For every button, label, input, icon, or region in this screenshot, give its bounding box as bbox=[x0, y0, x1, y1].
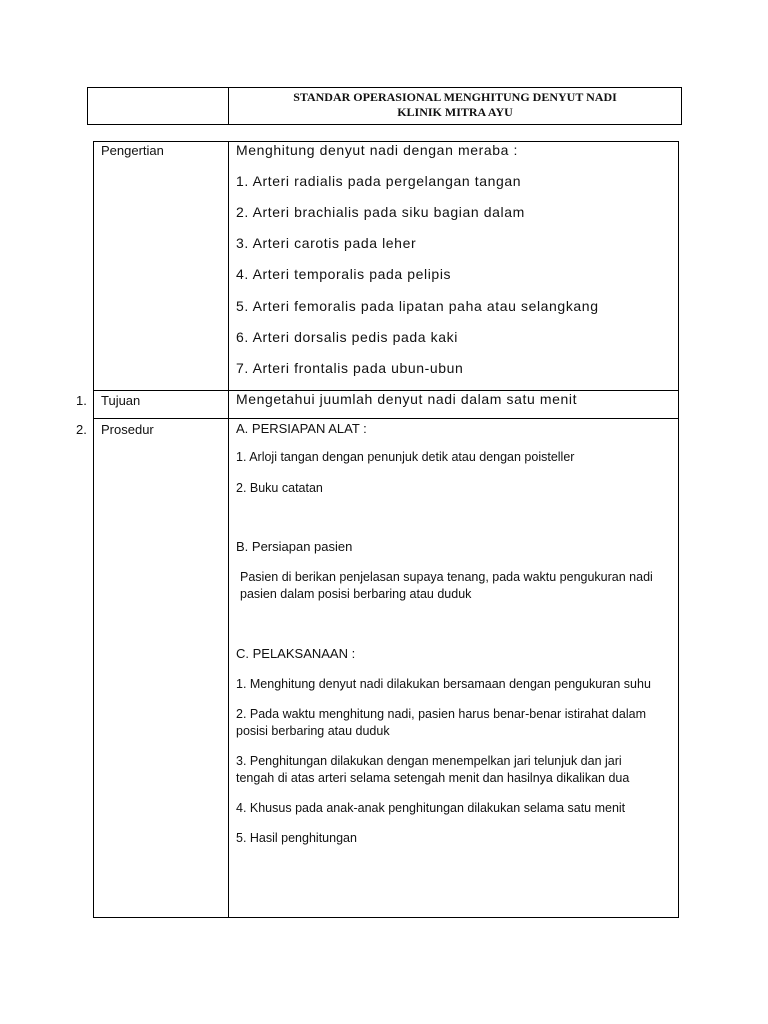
section-c-heading: C. PELAKSANAAN : bbox=[236, 646, 356, 661]
document-title: STANDAR OPERASIONAL MENGHITUNG DENYUT NADI bbox=[293, 90, 617, 104]
column-divider bbox=[228, 141, 229, 918]
pengertian-item: 1. Arteri radialis pada pergelangan tangan bbox=[236, 173, 522, 189]
pengertian-item: 4. Arteri temporalis pada pelipis bbox=[236, 266, 452, 282]
section-c-item1: 1. Menghitung denyut nadi dilakukan bersamaan dengan pengukuran suhu bbox=[236, 677, 651, 691]
pengertian-item: 3. Arteri carotis pada leher bbox=[236, 235, 417, 251]
prosedur-label: Prosedur bbox=[101, 422, 154, 437]
section-b-text-line2: pasien dalam posisi berbaring atau duduk bbox=[240, 587, 472, 601]
section-b-heading: B. Persiapan pasien bbox=[236, 539, 353, 554]
pengertian-item: 5. Arteri femoralis pada lipatan paha atau selangkang bbox=[236, 298, 599, 314]
section-c-item4: 4. Khusus pada anak-anak penghitungan dilakukan selama satu menit bbox=[236, 801, 626, 815]
tujuan-label: Tujuan bbox=[101, 393, 141, 408]
section-c-item2-line1: 2. Pada waktu menghitung nadi, pasien harus benar-benar istirahat dalam bbox=[236, 707, 646, 721]
pengertian-label: Pengertian bbox=[101, 143, 164, 158]
section-a-item: 2. Buku catatan bbox=[236, 481, 323, 495]
pengertian-item: 7. Arteri frontalis pada ubun-ubun bbox=[236, 360, 464, 376]
section-b-text-line1: Pasien di berikan penjelasan supaya tenang, pada waktu pengukuran nadi bbox=[240, 570, 653, 584]
tujuan-text: Mengetahui juumlah denyut nadi dalam satu menit bbox=[236, 391, 578, 407]
prosedur-number: 2. bbox=[76, 422, 87, 437]
section-a-heading: A. PERSIAPAN ALAT : bbox=[236, 421, 367, 436]
section-c-item2-line2: posisi berbaring atau duduk bbox=[236, 724, 390, 738]
section-c-item3-line1: 3. Penghitungan dilakukan dengan menempelkan jari telunjuk dan jari bbox=[236, 754, 622, 768]
section-a-item: 1. Arloji tangan dengan penunjuk detik atau dengan poisteller bbox=[236, 450, 575, 464]
section-c-item3-line2: tengah di atas arteri selama setengah menit dan hasilnya dikalikan dua bbox=[236, 771, 630, 785]
clinic-name: KLINIK MITRA AYU bbox=[397, 105, 513, 119]
tujuan-number: 1. bbox=[76, 393, 87, 408]
pengertian-item: 6. Arteri dorsalis pedis pada kaki bbox=[236, 329, 458, 345]
row-divider-tujuan bbox=[93, 418, 679, 419]
section-c-item5: 5. Hasil penghitungan bbox=[236, 831, 357, 845]
pengertian-intro: Menghitung denyut nadi dengan meraba : bbox=[236, 142, 518, 158]
pengertian-item: 2. Arteri brachialis pada siku bagian dalam bbox=[236, 204, 525, 220]
